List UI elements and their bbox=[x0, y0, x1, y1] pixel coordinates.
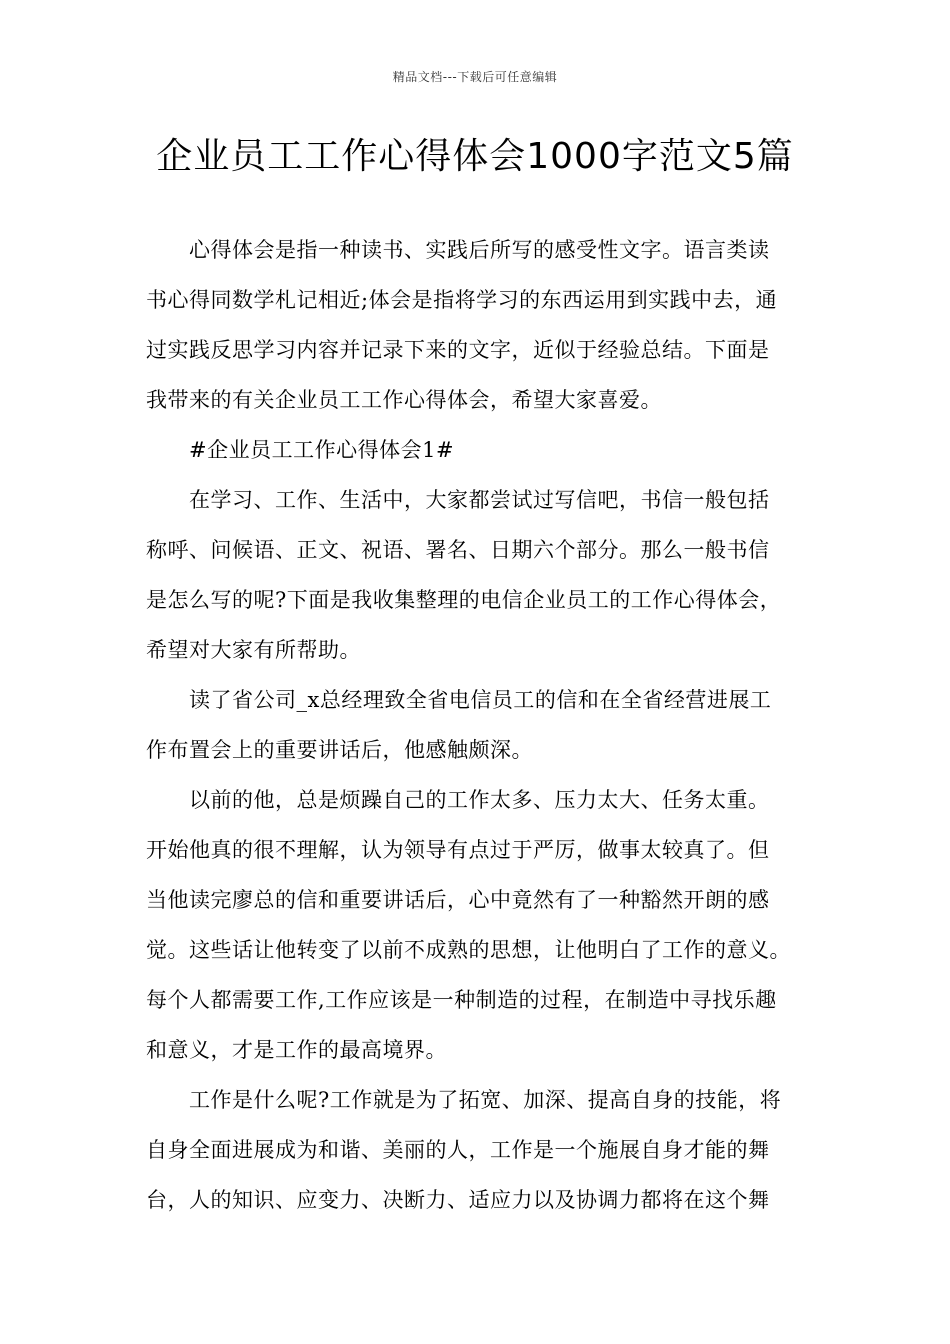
section-heading: #企业员工工作心得体会1# bbox=[189, 438, 455, 462]
body-line: 和意义，才是工作的最高境界。 bbox=[146, 1038, 447, 1062]
body-line: 心得体会是指一种读书、实践后所写的感受性文字。语言类读 bbox=[189, 238, 770, 262]
body-line: 过实践反思学习内容并记录下来的文字，近似于经验总结。下面是 bbox=[146, 338, 770, 362]
body-line: 作布置会上的重要讲话后，他感触颇深。 bbox=[146, 738, 533, 762]
body-line: 希望对大家有所帮助。 bbox=[146, 638, 361, 662]
document-title: 企业员工工作心得体会1000字范文5篇 bbox=[156, 136, 794, 177]
body-line: 开始他真的很不理解，认为领导有点过于严厉，做事太较真了。但 bbox=[146, 838, 770, 862]
body-line: 以前的他，总是烦躁自己的工作太多、压力太大、任务太重。 bbox=[189, 788, 770, 812]
body-line: 当他读完廖总的信和重要讲话后，心中竟然有了一种豁然开朗的感 bbox=[146, 888, 770, 912]
body-line: 我带来的有关企业员工工作心得体会，希望大家喜爱。 bbox=[146, 388, 662, 412]
body-line: 自身全面进展成为和谐、美丽的人，工作是一个施展自身才能的舞 bbox=[146, 1138, 770, 1162]
body-line: 觉。这些话让他转变了以前不成熟的思想，让他明白了工作的意义。 bbox=[146, 938, 791, 962]
body-line: 称呼、问候语、正文、祝语、署名、日期六个部分。那么一般书信 bbox=[146, 538, 770, 562]
body-line: 读了省公司_x总经理致全省电信员工的信和在全省经营进展工 bbox=[189, 688, 772, 712]
body-line: 工作是什么呢?工作就是为了拓宽、加深、提高自身的技能，将 bbox=[189, 1088, 782, 1112]
header-note: 精品文档---下载后可任意编辑 bbox=[392, 70, 558, 84]
body-line: 书心得同数学札记相近;体会是指将学习的东西运用到实践中去，通 bbox=[146, 288, 778, 312]
body-line: 在学习、工作、生活中，大家都尝试过写信吧，书信一般包括 bbox=[189, 488, 770, 512]
body-line: 台，人的知识、应变力、决断力、适应力以及协调力都将在这个舞 bbox=[146, 1188, 770, 1212]
body-line: 是怎么写的呢?下面是我收集整理的电信企业员工的工作心得体会， bbox=[146, 588, 782, 612]
body-line: 每个人都需要工作,工作应该是一种制造的过程，在制造中寻找乐趣 bbox=[146, 988, 777, 1012]
